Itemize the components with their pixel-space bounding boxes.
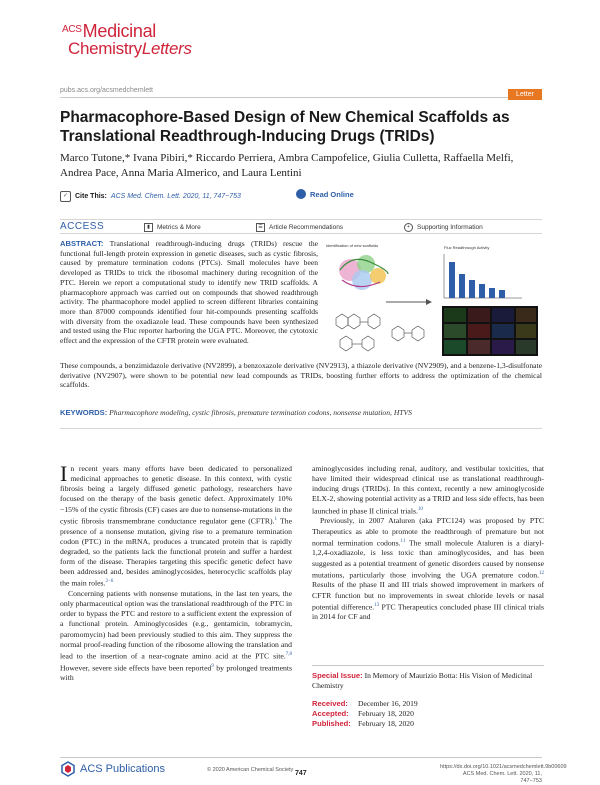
access-bar — [60, 219, 542, 234]
toc-panel-label: Identification of new scaffolds — [326, 243, 379, 248]
read-online-button[interactable]: Read Online — [296, 189, 354, 199]
access-label: ACCESS — [60, 221, 105, 232]
cite-this[interactable] — [60, 191, 241, 202]
acs-hexagon-icon — [60, 761, 76, 777]
header-divider — [60, 97, 542, 98]
copyright: © 2020 American Chemical Society — [207, 767, 294, 773]
toc-bar — [499, 290, 505, 298]
date-received: Received: December 16, 2019 — [312, 699, 418, 708]
doi-link[interactable]: https://dx.doi.org/10.1021/acsmedchemlett.9b00609 — [440, 764, 567, 770]
author-line-1: Marco Tutone,* Ivana Pibiri,* Riccardo Perriera, Ambra Campofelice, Giulia Culletta, Raffaella Melfi, — [60, 152, 514, 164]
cite-icon: ✓ — [60, 191, 71, 202]
doi-block — [440, 764, 567, 785]
toc-chart-label: Fluc Readthrough Activity — [444, 245, 490, 250]
keywords-label: KEYWORDS: — [60, 408, 108, 417]
supporting-info-icon: + — [404, 223, 413, 232]
metrics-icon: ▮ — [144, 223, 153, 232]
read-online-icon — [296, 189, 306, 199]
abstract-text: ABSTRACT: Translational readthrough-inducing drugs (TRIDs) rescue the functional full-length protein expression in genetic diseases, such as cystic fibrosis, caused by premature termination codons (PTCs). Small molecules have been developed as TRIDs to trick the ribosomal machinery during recognition of the PTC. Herein we report a computational study to identify new TRID scaffolds. A pharmacophore approach was carried out on compounds that showed readthrough activity. The pharmacophore model applied to screen different libraries containing more than 87000 compounds identified four hit-compounds presenting scaffolds with diversity from the oxadiazole lead. These compounds have been synthesized and tested using the Fluc reporter harboring the UGA PTC. Moreover, the cytotoxic effect and the expression of the CFTR protein were evaluated. — [60, 239, 318, 346]
toc-graphic — [322, 240, 542, 358]
recommendations-link[interactable]: ☰ Article Recommendations — [256, 223, 343, 232]
recommendations-icon: ☰ — [256, 223, 265, 232]
keywords — [60, 408, 542, 418]
abstract-heading: ABSTRACT: — [60, 239, 104, 248]
toc-bar — [449, 262, 455, 298]
abstract-divider — [60, 428, 542, 429]
metrics-link[interactable]: ▮ Metrics & More — [144, 223, 201, 232]
toc-bar — [479, 284, 485, 298]
special-issue: Special Issue: In Memory of Maurizio Botta: His Vision of Medicinal Chemistry — [312, 671, 533, 690]
page-number: 747 — [295, 770, 307, 777]
toc-bar — [489, 288, 495, 298]
abstract-text-continued: These compounds, a benzimidazole derivative (NV2899), a benzoxazole derivative (NV2913), a thiazole derivative (NV2909), and a benzene-1,3-disulfonate derivative (NV2907), were shown to be potential new lead compounds as TRIDs, boosting further efforts to address the optimization of the chemical scaffolds. — [60, 361, 542, 390]
body-column-left — [60, 461, 292, 684]
author-list — [60, 151, 540, 181]
date-published: Published: February 18, 2020 — [312, 719, 414, 728]
footer-divider — [60, 757, 542, 758]
acs-publications-logo: ACS Publications — [60, 761, 165, 777]
article-title: Pharmacophore-Based Design of New Chemical Scaffolds as Translational Readthrough-Inducing Drugs (TRIDs) — [60, 109, 510, 145]
special-issue-label: Special Issue: — [312, 671, 363, 680]
article-type-badge: Letter — [508, 89, 542, 100]
drop-cap: I — [60, 461, 68, 486]
special-issue-divider — [312, 665, 544, 666]
body-column-right — [312, 464, 544, 623]
journal-logo: $^{ACS}$Medicinal ChemistryLetters — [62, 21, 192, 58]
toc-bar — [459, 274, 465, 298]
toc-bar — [469, 280, 475, 298]
citation-link[interactable]: ACS Med. Chem. Lett. 2020, 11, 747−753 — [110, 193, 241, 200]
cite-label: Cite This: — [75, 193, 107, 200]
journal-url[interactable]: pubs.acs.org/acsmedchemlett — [60, 87, 153, 94]
author-line-2: Andrea Pace, Anna Maria Almerico, and Laura Lentini — [60, 167, 302, 179]
paragraph: Concerning patients with nonsense mutations, in the last ten years, the only pharmaceutical option was the translational readthrough of the PTC in order to bypass the PTC and restore to a sufficient extent the expression of a functional protein. Aminoglycosides (e.g., gentamicin, tobramycin, paromomycin) had been previously studied to this aim. They suppress the normal proof-reading function of the ribosome allowing the translation and lead to the insertion of a near-cognate amino acid at the PTC site.$^{7,8}$ However, severe side effects have been reported$^9$ by prolonged treatments with — [60, 589, 292, 683]
keywords-text: Pharmacophore modeling, cystic fibrosis, premature termination codons, nonsense mutation, HTVS — [109, 408, 412, 417]
footer-citation: ACS Med. Chem. Lett. 2020, 11, 747−753 — [462, 771, 542, 784]
paragraph: aminoglycosides including renal, auditory, and vestibular toxicities, that have limited their widespread clinical use as translational readthrough-inducing drugs (TRIDs). In this context, recently a new aminoglycoside ELX-2, showing potential activity as a TRID and less side effects, has been launched in phase II clinical trials.$^{10}$ — [312, 464, 544, 516]
date-accepted: Accepted: February 18, 2020 — [312, 709, 414, 718]
microscopy-panels — [442, 306, 538, 356]
supporting-info-link[interactable]: + Supporting Information — [404, 223, 483, 232]
hit-compounds — [336, 314, 424, 351]
pharmacophore-model — [339, 255, 388, 290]
paragraph: Previously, in 2007 Ataluren (aka PTC124) was proposed by PTC Therapeutics as able to promote the readthrough of premature but not normal termination codons.$^{11}$ The small molecule Ataluren is a diaryl-1,2,4-oxadiazole, is less toxic than aminoglycosides, and has been suggested as a potential treatment of genetic disorders caused by nonsense mutations, particularly those involving the UGA premature codon.$^{12}$ Results of the phase II and III trials showed improvement in markers of CFTR function but no improvements in sweat chloride levels or nasal potential difference.$^{13}$ PTC Therapeutics concluded phase III clinical trials in 2014 for CF and — [312, 516, 544, 622]
paragraph: In recent years many efforts have been dedicated to personalized medicinal approaches to genetic disease. In this context, with cystic fibrosis being a largely diffused genetic pathology, researchers have focused on the therapy of the basis genetic defect. Approximately 10%−15% of the cystic fibrosis (CF) cases are due to nonsense-mutations in the cystic fibrosis transmembrane conductance regulator gene (CFTR).$^1$ The presence of a nonsense mutation, giving rise to a premature termination codon (PTC) in the mRNA, produces a truncated protein that is rapidly degraded, so the patients lack the functional protein and suffer a hardest form of the disease. Therapies targeting this specific genetic defect have been addressed and, besides aminoglycosides, heterocyclic scaffolds play the main roles.$^{2-6}$ — [60, 461, 292, 588]
